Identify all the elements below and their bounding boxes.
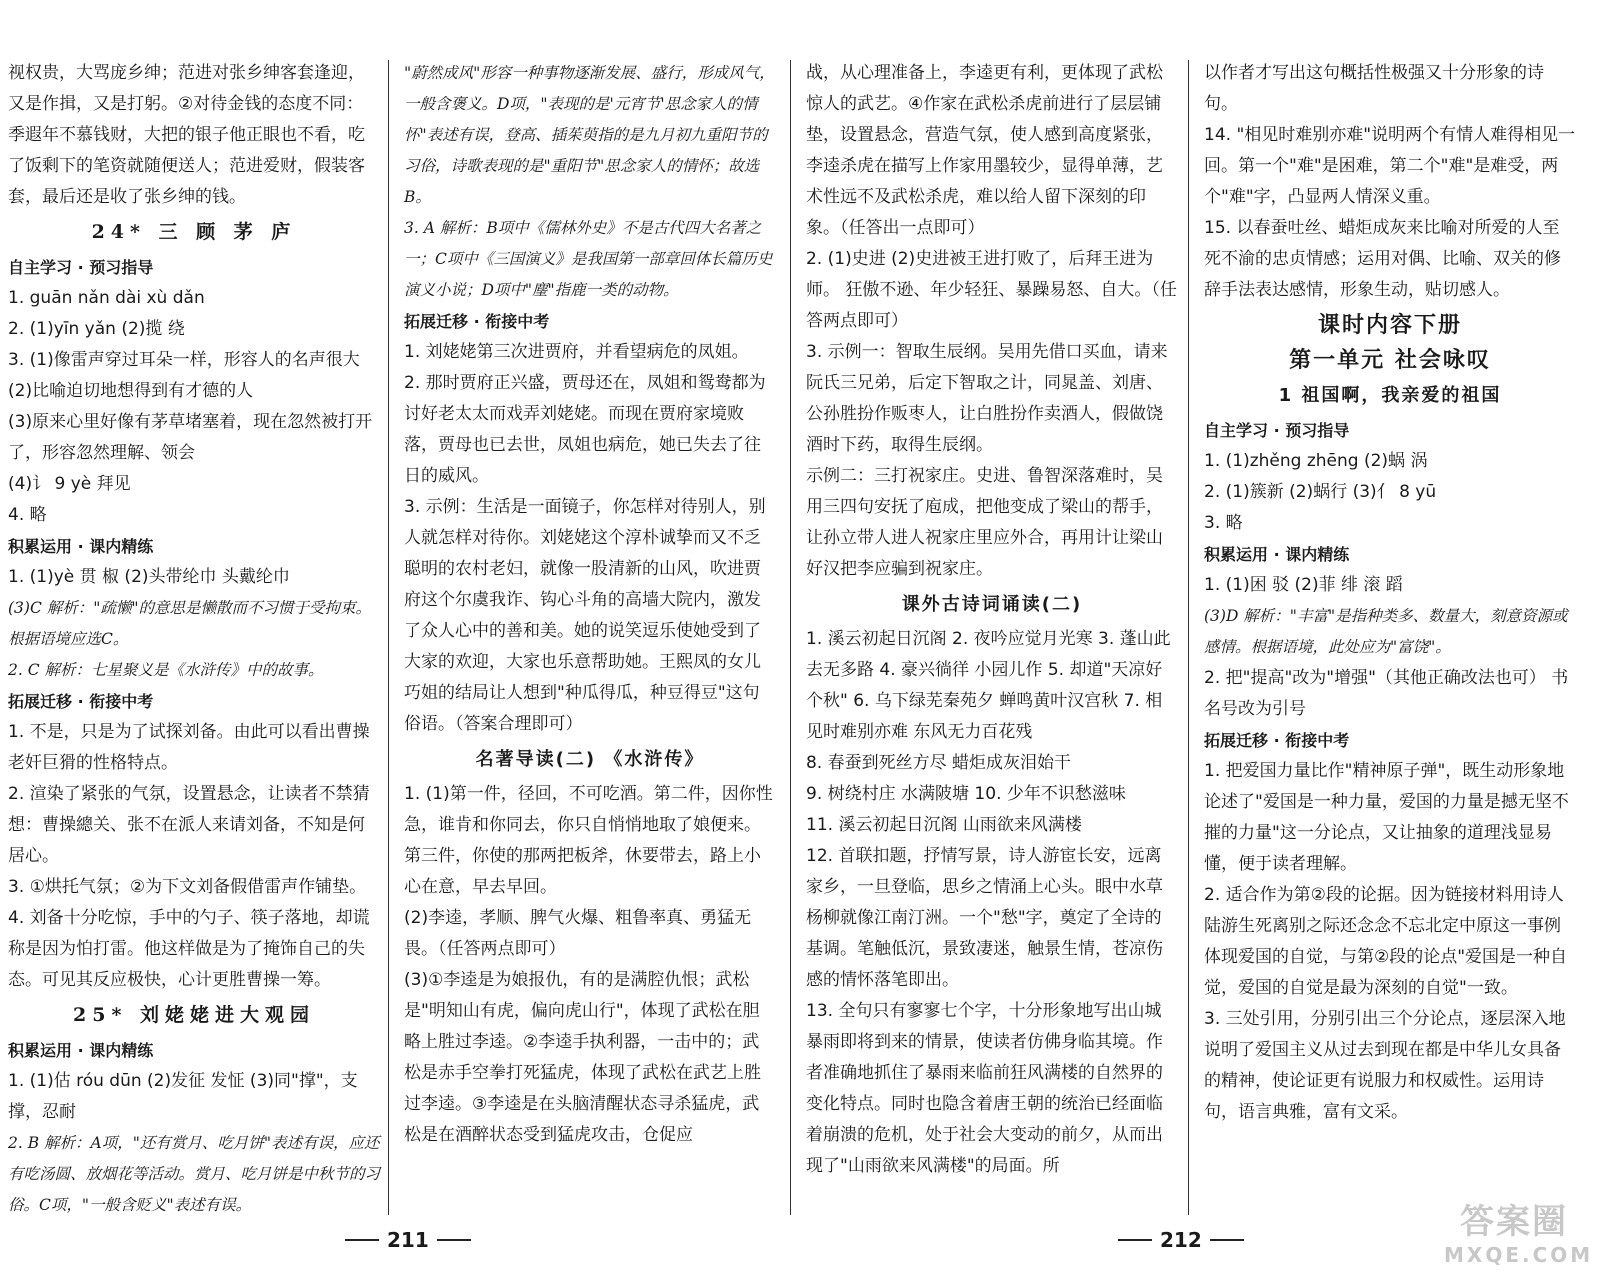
answer-line: 9. 树绕村庄 水满陂塘 10. 少年不识愁滋味 [806,784,1126,804]
section-heading: 拓展迁移 · 衔接中考 [8,692,154,711]
answer-line: 2. 那时贾府正兴盛，贾母还在，凤姐和鸳鸯都为讨好老太太而戏弄刘姥姥。而现在贾府家境败落，贾母也已去世，凤姐也病危，她已失去了往日的威风。 [404,373,766,486]
answer-line: 15. 以春蚕吐丝、蜡炬成灰来比喻对所爱的人至死不渝的忠贞情感；运用对偶、比喻、双关的修辞手法表达感情，形象生动，贴切感人。 [1204,218,1561,300]
answer-line: 1. guān nǎn dài xù dǎn [8,288,205,308]
answer-line: 2. (1)yīn yǎn (2)揽 绕 [8,319,185,339]
answer-line: (4)讠 9 yè 拜见 [8,474,131,494]
page-number-left [345,1228,471,1252]
section-heading: 拓展迁移 · 衔接中考 [404,312,550,331]
answer-line: 战，从心理准备上，李逵更有利，更体现了武松惊人的武艺。④作家在武松杀虎前进行了层层铺垫，设置悬念，营造气氛，使人感到高度紧张，李逵杀虎在描写上作家用墨较少，显得单薄，艺术性远不及武松杀虎，难以给人留下深刻的印象。（任答出一点即可） [806,63,1163,238]
answer-line: 又是作揖，又是打躬。②对待金钱的态度不同：季遐年不慕钱财，大把的银子他正眼也不看，吃了饭剩下的笔资就随便送人；范进爱财，假装客套，最后还是收了张乡绅的钱。 [8,94,365,207]
answer-line: 示例二：三打祝家庄。史进、鲁智深落难时，吴用三四句安抚了庖成，把他变成了梁山的帮手，让孙立带人进人祝家庄里应外合，再用计让梁山好汉把李应骗到祝家庄。 [806,466,1163,579]
answer-note: 2. C 解析：七星聚义是《水浒传》中的故事。 [8,661,324,679]
page-number-text: 212 [1160,1228,1202,1252]
lesson-title: 25* 刘姥姥进大观园 [73,1004,315,1026]
answer-line: 3. 略 [1204,513,1243,533]
answer-line: 1. (1)困 驳 (2)菲 绯 滚 蹈 [1204,575,1403,595]
watermark-logo [1444,1202,1594,1274]
column-2 [404,58,776,1151]
page-number-right [1118,1228,1244,1252]
answer-line: 2. 适合作为第②段的论据。因为链接材料用诗人陆游生死离别之际还念念不忘北定中原这一事例体现爱国的自觉，与第②段的论点"爱国是一种自觉，爱国的自觉是最为深刻的自觉"一致。 [1204,885,1568,998]
column-divider [388,60,389,1215]
answer-note: (3)C 解析："疏懒"的意思是懒散而不习惯于受拘束。根据语境应选C。 [8,599,372,648]
answer-line: 1. (1)yè 贯 椒 (2)头带纶巾 头戴纶巾 [8,567,290,587]
answer-line: 2. 渲染了紧张的气氛，设置悬念，让读者不禁猜想：曹操總关、张不在派人来请刘备，不知是何居心。 [8,784,370,866]
answer-line: 1. 不是，只是为了试探刘备。由此可以看出曹操老奸巨猾的性格特点。 [8,722,370,773]
answer-line: 1. (1)第一件，径回，不可吃酒。第二件，因你性急，谁肯和你同去，你只自悄悄地取了娘便来。第三件，你使的那两把板斧，休要带去，路上小心在意，早去早回。 [404,784,773,897]
answer-line: 1. 把爱国力量比作"精神原子弹"，既生动形象地论述了"爱国是一种力量，爱国的力量是撼无坚不摧的力量"这一分论点，又让抽象的道理浅显易懂，便于读者理解。 [1204,761,1569,874]
section-heading: 积累运用 · 课内精练 [8,1041,154,1060]
answer-line: 11. 溪云初起日沉阁 山雨欲来风满楼 [806,815,1082,835]
answer-line: 3. 示例：生活是一面镜子，你怎样对待别人，别人就怎样对待你。刘姥姥这个淳朴诚挚而又不乏聪明的农村老妇，就像一股清新的山风，吹进贾府这个尔虞我诈、钩心斗角的高墙大院内，激发了众人心中的善和美。她的说笑逗乐使她受到了大家的欢迎，大家也乐意帮助她。王熙凤的女儿巧姐的结局让人想到"种瓜得瓜，种豆得豆"这句俗语。（答案合理即可） [404,497,766,734]
answer-line: 2. (1)簇新 (2)蜗行 (3)亻 8 yū [1204,482,1437,502]
answer-line: 2. (1)史进 (2)史进被王进打败了，后拜王进为师。 狂傲不逊、年少轻狂、暴躁易怒、自大。（任答两点即可） [806,249,1177,331]
section-heading: 自主学习 · 预习指导 [1204,421,1350,440]
subsection-title: 名著导读(二) 《水浒传》 [475,749,705,770]
answer-line: 视权贵，大骂庞乡绅；范进对张乡绅客套逢迎， [8,63,365,83]
answer-line: 4. 刘备十分吃惊，手中的勺子、筷子落地，却谎称是因为怕打雷。他这样做是为了掩饰自己的失态。可见其反应极快，心计更胜曹操一筹。 [8,908,370,990]
column-3 [806,58,1178,1182]
subsection-title: 1 祖国啊，我亲爱的祖国 [1278,385,1502,406]
section-heading: 拓展迁移 · 衔接中考 [1204,731,1350,750]
answer-line: 1. 溪云初起日沉阁 2. 夜吟应觉月光寒 3. 蓬山此去无多路 4. 豪兴徜徉 小园儿作 5. 却道"天凉好个秋" 6. 乌下绿芜秦苑夕 蝉鸣黄叶汉宫秋 7. 相见时难别亦难 东风无力百花残 [806,629,1171,742]
column-1 [8,58,380,1221]
section-heading: 自主学习 · 预习指导 [8,258,154,277]
answer-note: 3. A 解析：B项中《儒林外史》不是古代四大名著之一；C项中《三国演义》是我国第一部章回体长篇历史演义小说；D项中"麈"指鹿一类的动物。 [404,219,773,299]
unit-title: 课时内容下册 [1317,313,1462,338]
answer-note: "蔚然成风"形容一种事物逐渐发展、盛行，形成风气，一般含褒义。D项，"表现的是'元宵节'思念家人的情怀"表述有误，登高、插茱萸指的是九月初九重阳节的习俗，诗歌表现的是"重阳节"思念家人的情怀；故选B。 [404,64,775,206]
answer-line: 3. 示例一：智取生辰纲。吴用先借口买血，请来阮氏三兄弟，后定下智取之计，同晁盖、刘唐、公孙胜扮作贩枣人，让白胜扮作卖酒人，假做饶酒时下药，取得生辰纲。 [806,342,1168,455]
answer-line: 1. (1)估 róu dūn (2)发征 发怔 (3)同"撑"，支撑，忍耐 [8,1071,358,1122]
answer-line: 4. 略 [8,505,47,525]
answer-line: 12. 首联扣题，抒情写景，诗人游宦长安，远离家乡，一旦登临，思乡之情涌上心头。眼中水草杨柳就像江南汀洲。一个"愁"字，奠定了全诗的基调。笔触低沉，景致凄迷，触景生情，苍凉伤感的情怀落笔即出。 [806,846,1163,990]
center-divider [790,60,791,1215]
answer-line: 8. 春蚕到死丝方尽 蜡炬成灰泪始干 [806,753,1072,773]
answer-line: (3)①李逵是为娘报仇，有的是满腔仇恨；武松是"明知山有虎，偏向虎山行"，体现了武松在胆略上胜过李逵。②李逵手执利器，一击中的；武松是赤手空拳打死猛虎，体现了武松在武艺上胜过李逵。③李逵是在头脑清醒状态寻杀猛虎，武松是在酒醉状态受到猛虎攻击，仓促应 [404,970,761,1145]
unit-title: 第一单元 社会咏叹 [1289,348,1491,373]
answer-line: 1. 刘姥姥第三次进贾府，并看望病危的凤姐。 [404,342,749,362]
subsection-title: 课外古诗词诵读(二) [901,594,1083,615]
answer-line: 14. "相见时难别亦难"说明两个有情人难得相见一回。第一个"难"是困难，第二个"难"是难受，两个"难"字，凸显两人情深义重。 [1204,125,1576,207]
lesson-title: 24* 三 顾 茅 庐 [91,221,297,243]
answer-line: 3. 三处引用，分别引出三个分论点，逐层深入地说明了爱国主义从过去到现在都是中华儿女具备的精神，使论证更有说服力和权威性。运用诗句，语言典雅，富有文采。 [1204,1009,1566,1122]
answer-line: (2)比喻迫切地想得到有才德的人 [8,381,254,401]
answer-line: 1. (1)zhěng zhēng (2)蜗 涡 [1204,451,1428,471]
answer-line: 2. 把"提高"改为"增强"（其他正确改法也可） 书名号改为引号 [1204,668,1569,719]
answer-line: (2)李逵，孝顺、脾气火爆、粗鲁率真、勇猛无畏。（任答两点即可） [404,908,752,959]
answer-line: 3. (1)像雷声穿过耳朵一样，形容人的名声很大 [8,350,360,370]
column-4 [1204,58,1576,1128]
answer-note: (3)D 解析："丰富"是指种类多、数量大，刻意资源或感情。根据语境，此处应为"富饶"。 [1204,607,1568,656]
column-divider [1188,60,1189,1215]
watermark-url: MXQE.COM [1444,1243,1594,1267]
watermark-text: 答案圈 [1460,1202,1568,1242]
answer-line: 以作者才写出这句概括性极强又十分形象的诗句。 [1204,63,1544,114]
section-heading: 积累运用 · 课内精练 [8,537,154,556]
answer-line: (3)原来心里好像有茅草堵塞着，现在忽然被打开了，形容忽然理解、领会 [8,412,373,463]
answer-line: 13. 全句只有寥寥七个字，十分形象地写出山城暴雨即将到来的情景，使读者仿佛身临其境。作者准确地抓住了暴雨来临前狂风满楼的自然界的变化特点。同时也隐含着唐王朝的统治已经面临着崩溃的危机，处于社会大变动的前夕，从而出现了"山雨欲来风满楼"的局面。所 [806,1001,1163,1176]
answer-line: 3. ①烘托气氛；②为下文刘备假借雷声作铺垫。 [8,877,367,897]
answer-note: 2. B 解析：A项，"还有赏月、吃月饼"表述有误，应还有吃汤圆、放烟花等活动。赏月、吃月饼是中秋节的习俗。C项，"一般含贬义"表述有误。 [8,1134,381,1214]
section-heading: 积累运用 · 课内精练 [1204,545,1350,564]
page-number-text: 211 [387,1228,429,1252]
